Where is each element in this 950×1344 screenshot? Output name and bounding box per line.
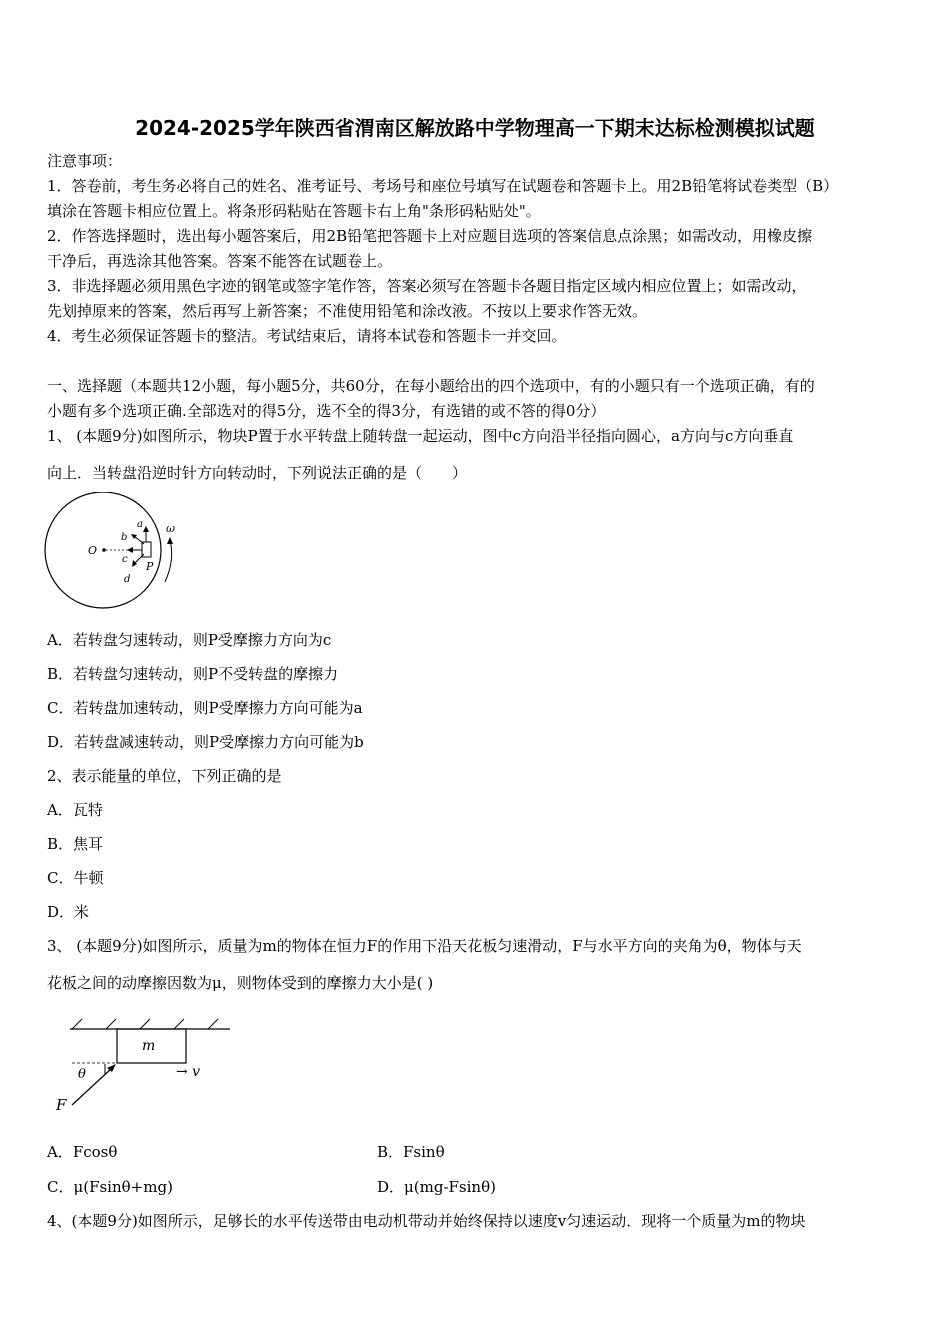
notice-line: 1．答卷前，考生务必将自己的姓名、准考证号、考场号和座位号填写在试题卷和答题卡上。用2B铅笔将试卷类型（B） bbox=[47, 177, 839, 195]
q1-option-b[interactable]: B．若转盘匀速转动，则P不受转盘的摩擦力 bbox=[47, 665, 339, 683]
notice-line: 2．作答选择题时，选出每小题答案后，用2B铅笔把答题卡上对应题目选项的答案信息点涂黑；如需改动，用橡皮擦 bbox=[47, 227, 813, 245]
label-v: → v bbox=[176, 1064, 201, 1080]
notice-line: 填涂在答题卡相应位置上。将条形码粘贴在答题卡右上角"条形码粘贴处"。 bbox=[47, 202, 541, 220]
section-heading: 小题有多个选项正确.全部选对的得5分，选不全的得3分，有选错的或不答的得0分） bbox=[47, 402, 606, 420]
label-a: a bbox=[137, 519, 143, 530]
q2-stem: 2、表示能量的单位，下列正确的是 bbox=[47, 767, 282, 785]
label-theta: θ bbox=[78, 1067, 86, 1082]
q3-option-c[interactable]: C．μ(Fsinθ+mg) bbox=[47, 1178, 173, 1196]
q3-option-b[interactable]: B．Fsinθ bbox=[377, 1143, 445, 1161]
page-title: 2024-2025学年陕西省渭南区解放路中学物理高一下期末达标检测模拟试题 bbox=[135, 116, 815, 140]
q2-option-a[interactable]: A．瓦特 bbox=[47, 801, 103, 819]
q3-ceiling-figure bbox=[50, 1012, 240, 1117]
notice-line: 3．非选择题必须用黑色字迹的钢笔或签字笔作答，答案必须写在答题卡各题目指定区域内相应位置上；如需改动， bbox=[47, 277, 807, 295]
q1-option-c[interactable]: C．若转盘加速转动，则P受摩擦力方向可能为a bbox=[47, 699, 363, 717]
notice-line: 干净后，再选涂其他答案。答案不能答在试题卷上。 bbox=[47, 252, 393, 270]
label-o: O bbox=[88, 544, 98, 557]
q3-option-a[interactable]: A．Fcosθ bbox=[47, 1143, 118, 1161]
notice-heading: 注意事项： bbox=[47, 152, 123, 170]
section-heading: 一、选择题（本题共12小题，每小题5分，共60分，在每小题给出的四个选项中，有的小题只有一个选项正确，有的 bbox=[47, 377, 815, 395]
label-c: c bbox=[122, 554, 128, 565]
label-p: P bbox=[146, 560, 154, 573]
q3-option-d[interactable]: D．μ(mg-Fsinθ) bbox=[377, 1178, 496, 1196]
label-omega: ω bbox=[166, 522, 175, 535]
q4-stem: 4、(本题9分)如图所示，足够长的水平传送带由电动机带动并始终保持以速度v匀速运动．现将一个质量为m的物块 bbox=[47, 1212, 806, 1230]
center-dot bbox=[102, 548, 106, 552]
label-f: F bbox=[56, 1096, 67, 1114]
q2-option-d[interactable]: D．米 bbox=[47, 903, 90, 921]
label-d: d bbox=[124, 574, 131, 585]
q1-turntable-figure bbox=[40, 492, 190, 612]
q2-option-b[interactable]: B．焦耳 bbox=[47, 835, 104, 853]
notice-line: 4．考生必须保证答题卡的整洁。考试结束后，请将本试卷和答题卡一并交回。 bbox=[47, 327, 567, 345]
q1-stem: 1、 (本题9分)如图所示，物块P置于水平转盘上随转盘一起运动，图中c方向沿半径指向圆心，a方向与c方向垂直 bbox=[47, 427, 794, 445]
q1-option-d[interactable]: D．若转盘减速转动，则P受摩擦力方向可能为b bbox=[47, 733, 364, 751]
q1-stem: 向上．当转盘沿逆时针方向转动时，下列说法正确的是（ ） bbox=[47, 464, 468, 482]
q3-stem: 3、 (本题9分)如图所示，质量为m的物体在恒力F的作用下沿天花板匀速滑动，F与水平方向的夹角为θ，物体与天 bbox=[47, 937, 802, 955]
q3-stem: 花板之间的动摩擦因数为μ，则物体受到的摩擦力大小是( ) bbox=[47, 974, 434, 992]
label-b: b bbox=[121, 532, 128, 543]
notice-line: 先划掉原来的答案，然后再写上新答案；不准使用铅笔和涂改液。不按以上要求作答无效。 bbox=[47, 302, 648, 320]
q2-option-c[interactable]: C．牛顿 bbox=[47, 869, 104, 887]
label-m: m bbox=[142, 1038, 156, 1054]
q1-option-a[interactable]: A．若转盘匀速转动，则P受摩擦力方向为c bbox=[47, 631, 332, 649]
